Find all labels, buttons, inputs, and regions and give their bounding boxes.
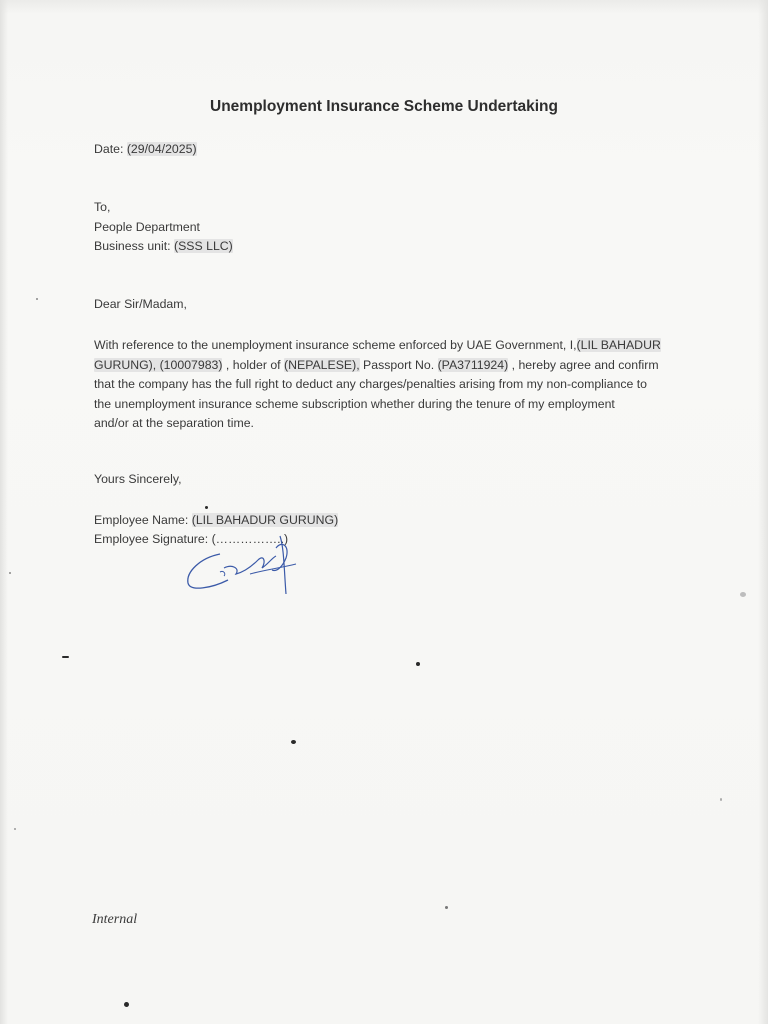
body-line-3: that the company has the full right to deduct any charges/penalties arising from my non-compliance to	[94, 377, 647, 392]
scan-speck	[720, 798, 722, 801]
scan-speck	[445, 906, 448, 909]
employee-signature-label: Employee Signature:	[94, 532, 212, 546]
body-line-1	[94, 336, 684, 356]
scan-speck	[14, 828, 16, 830]
body-text: Passport No.	[359, 357, 438, 372]
scan-speck	[205, 506, 208, 509]
body-text: With reference to the unemployment insurance scheme enforced by UAE Government, I,	[94, 338, 577, 352]
body-line-5: and/or at the separation time.	[94, 416, 254, 431]
employee-name-value: (LIL BAHADUR GURUNG)	[191, 513, 339, 527]
date-line	[94, 140, 197, 160]
scan-speck	[36, 298, 38, 300]
passport-highlight: (PA3711924)	[437, 357, 509, 372]
nationality-highlight: (NEPALESE),	[284, 357, 360, 372]
scan-speck	[62, 656, 69, 658]
business-unit-value: (SSS LLC)	[173, 239, 233, 253]
body-line-4: the unemployment insurance scheme subscription whether during the tenure of my employment	[94, 396, 615, 411]
business-unit-line	[94, 237, 233, 257]
employee-id-highlight: GURUNG), (10007983)	[94, 357, 223, 372]
scan-edge-left	[0, 0, 8, 1024]
scan-speck	[9, 572, 11, 574]
scan-speck	[416, 662, 420, 666]
scan-speck	[124, 1002, 129, 1007]
closing: Yours Sincerely,	[94, 472, 182, 486]
body-line-2	[94, 356, 684, 376]
document-title: Unemployment Insurance Scheme Undertaking	[210, 98, 558, 115]
employee-name-label: Employee Name:	[94, 513, 192, 527]
employee-name-highlight: (LIL BAHADUR	[576, 338, 661, 352]
handwritten-signature	[180, 528, 310, 600]
body-text: , hereby agree and confirm	[508, 357, 659, 372]
business-unit-label: Business unit:	[94, 239, 174, 253]
scan-edge-right	[758, 0, 768, 1024]
to-line: To,	[94, 200, 111, 214]
scan-speck	[291, 740, 296, 744]
date-value: (29/04/2025)	[126, 142, 197, 156]
date-label: Date:	[94, 142, 127, 156]
footer-classification: Internal	[92, 912, 138, 927]
scan-speck	[740, 592, 746, 597]
department-line: People Department	[94, 220, 200, 234]
body-text: , holder of	[222, 357, 285, 372]
salutation: Dear Sir/Madam,	[94, 297, 187, 311]
employee-signature-value: (……………..)	[211, 532, 289, 546]
body-paragraph	[94, 336, 684, 434]
